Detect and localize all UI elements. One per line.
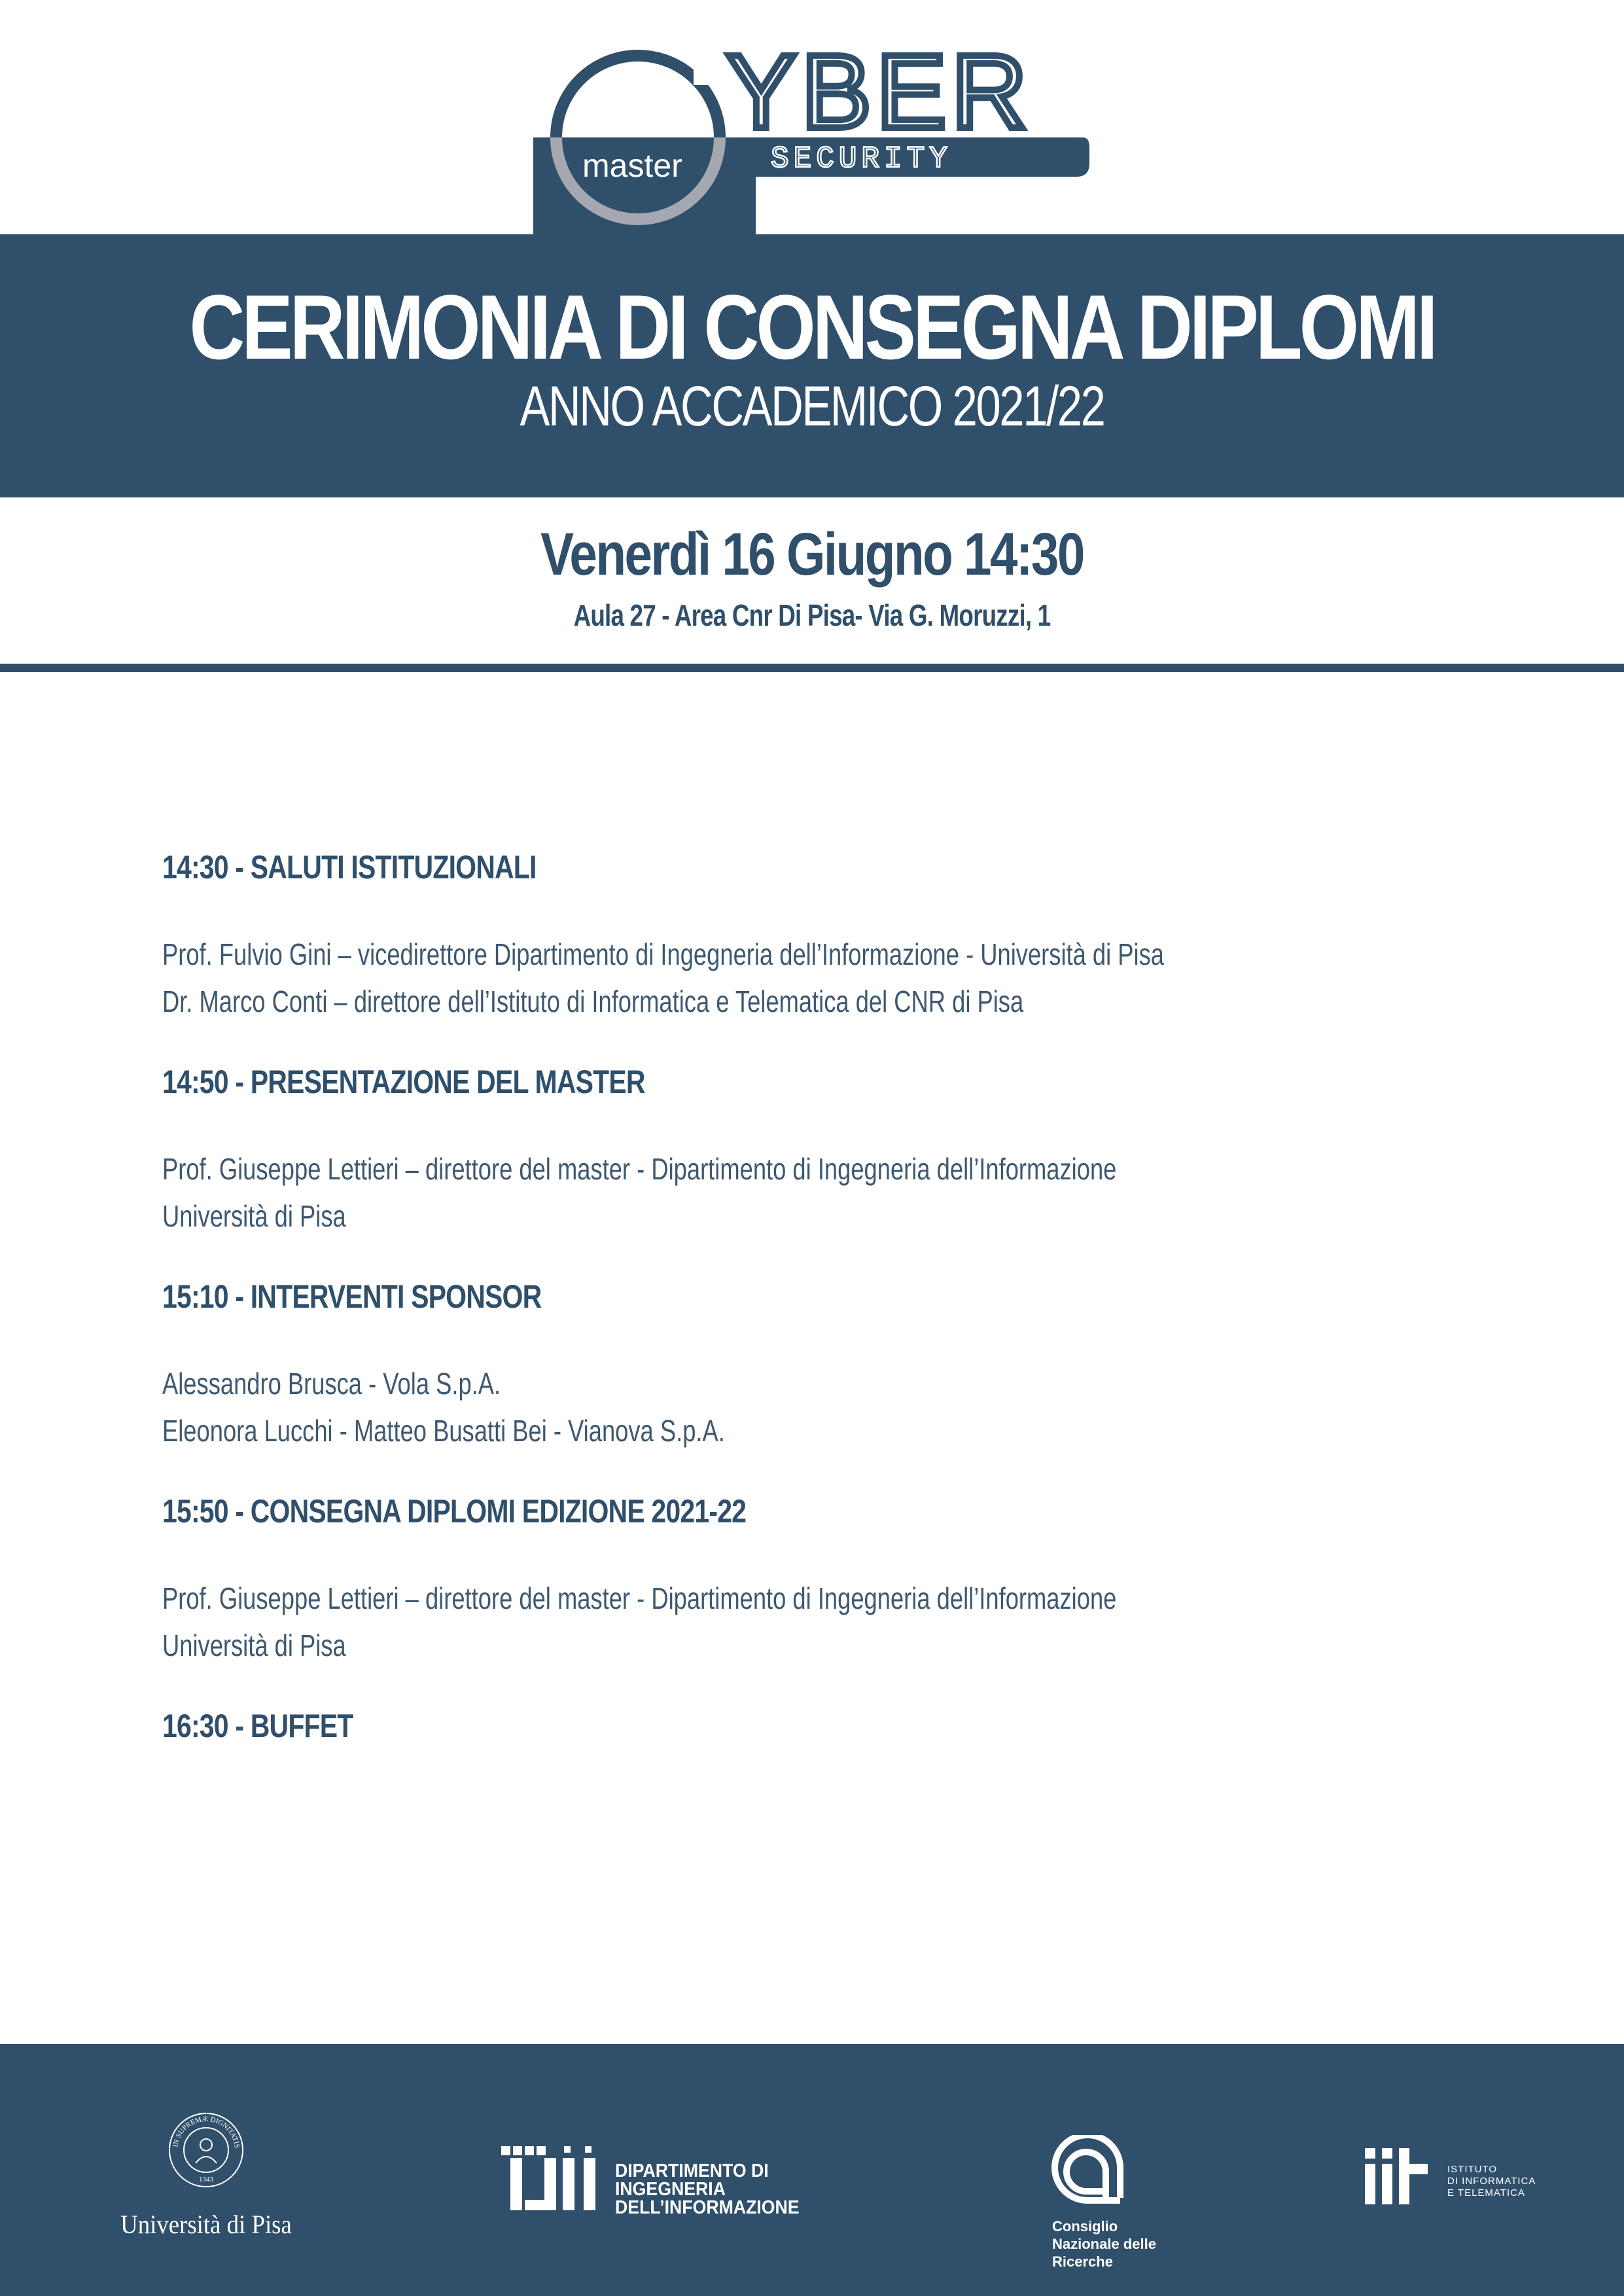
- session-speakers: [162, 1145, 1405, 1240]
- program-session: [162, 1703, 1405, 1749]
- speaker-line: Alessandro Brusca - Vola S.p.A.: [162, 1367, 501, 1401]
- cnr-logo: [1047, 2135, 1191, 2272]
- cnr-name-line: Consiglio: [1052, 2218, 1118, 2234]
- program-session: [162, 1488, 1405, 1669]
- page-title: CERIMONIA DI CONSEGNA DIPLOMI: [189, 276, 1435, 378]
- academic-year-subtitle: ANNO ACCADEMICO 2021/22: [520, 375, 1104, 438]
- program-session: [162, 1274, 1405, 1454]
- event-venue: Aula 27 - Area Cnr Di Pisa- Via G. Moruzzi, 1: [573, 598, 1051, 632]
- session-heading: 16:30 - BUFFET: [162, 1708, 353, 1744]
- unipi-logo: [92, 2111, 308, 2255]
- unipi-name: Università di Pisa: [120, 2210, 292, 2239]
- svg-text:IN SUPREMÆ DIGNITATIS: [171, 2115, 241, 2149]
- session-heading: 15:10 - INTERVENTI SPONSOR: [162, 1278, 542, 1315]
- session-speakers: [162, 1360, 1405, 1454]
- dii-logo: [501, 2144, 815, 2218]
- speaker-line: Eleonora Lucchi - Matteo Busatti Bei - Vianova S.p.A.: [162, 1414, 725, 1448]
- session-speakers: [162, 1575, 1405, 1669]
- program-session: [162, 844, 1405, 1025]
- seal-motto: IN SUPREMÆ DIGNITATIS: [171, 2115, 241, 2149]
- session-heading: 14:50 - PRESENTAZIONE DEL MASTER: [162, 1064, 645, 1100]
- speaker-line: Prof. Giuseppe Lettieri – direttore del master - Dipartimento di Ingegneria dell’Informazione: [162, 1152, 1117, 1186]
- cyber-security-master-logo: [530, 20, 1106, 236]
- logo-master-text: master: [582, 147, 682, 184]
- iit-logo-icon: [1365, 2148, 1430, 2207]
- program-schedule: [162, 844, 1405, 1783]
- section-divider: [0, 664, 1624, 672]
- university-seal-icon: [167, 2111, 245, 2189]
- iit-name-line: ISTITUTO: [1447, 2164, 1498, 2175]
- dii-logo-icon: [501, 2144, 606, 2212]
- dii-name-line: INGEGNERIA: [615, 2179, 726, 2200]
- cnr-logo-icon: [1047, 2135, 1128, 2207]
- iit-name-line: DI INFORMATICA: [1447, 2176, 1536, 2187]
- session-heading: 15:50 - CONSEGNA DIPLOMI EDIZIONE 2021-22: [162, 1493, 747, 1530]
- iit-name-line: E TELEMATICA: [1447, 2187, 1525, 2198]
- seal-year: 1343: [199, 2176, 213, 2183]
- session-speakers: [162, 931, 1405, 1025]
- iit-logo: [1365, 2148, 1548, 2214]
- speaker-line: Prof. Giuseppe Lettieri – direttore del master - Dipartimento di Ingegneria dell’Informazione: [162, 1581, 1117, 1615]
- speaker-line: Dr. Marco Conti – direttore dell’Istituto di Informatica e Telematica del CNR di Pisa: [162, 984, 1024, 1018]
- speaker-line: Prof. Fulvio Gini – vicedirettore Dipartimento di Ingegneria dell’Informazione - Università di Pisa: [162, 937, 1165, 971]
- cnr-name-line: Ricerche: [1052, 2253, 1113, 2270]
- speaker-line: Università di Pisa: [162, 1199, 346, 1233]
- program-session: [162, 1059, 1405, 1240]
- cnr-name-line: Nazionale delle: [1052, 2236, 1156, 2252]
- speaker-line: Università di Pisa: [162, 1628, 346, 1662]
- session-heading: 14:30 - SALUTI ISTITUZIONALI: [162, 849, 537, 886]
- cyber-logo-graphic: [530, 20, 1106, 236]
- dii-name-line: DIPARTIMENTO DI: [615, 2161, 769, 2181]
- logo-security-text: SECURITY: [771, 142, 952, 176]
- event-date-time: Venerdì 16 Giugno 14:30: [540, 521, 1084, 588]
- logo-yber-text: YBER: [726, 33, 1033, 150]
- dii-name-line: DELL’INFORMAZIONE: [615, 2197, 800, 2218]
